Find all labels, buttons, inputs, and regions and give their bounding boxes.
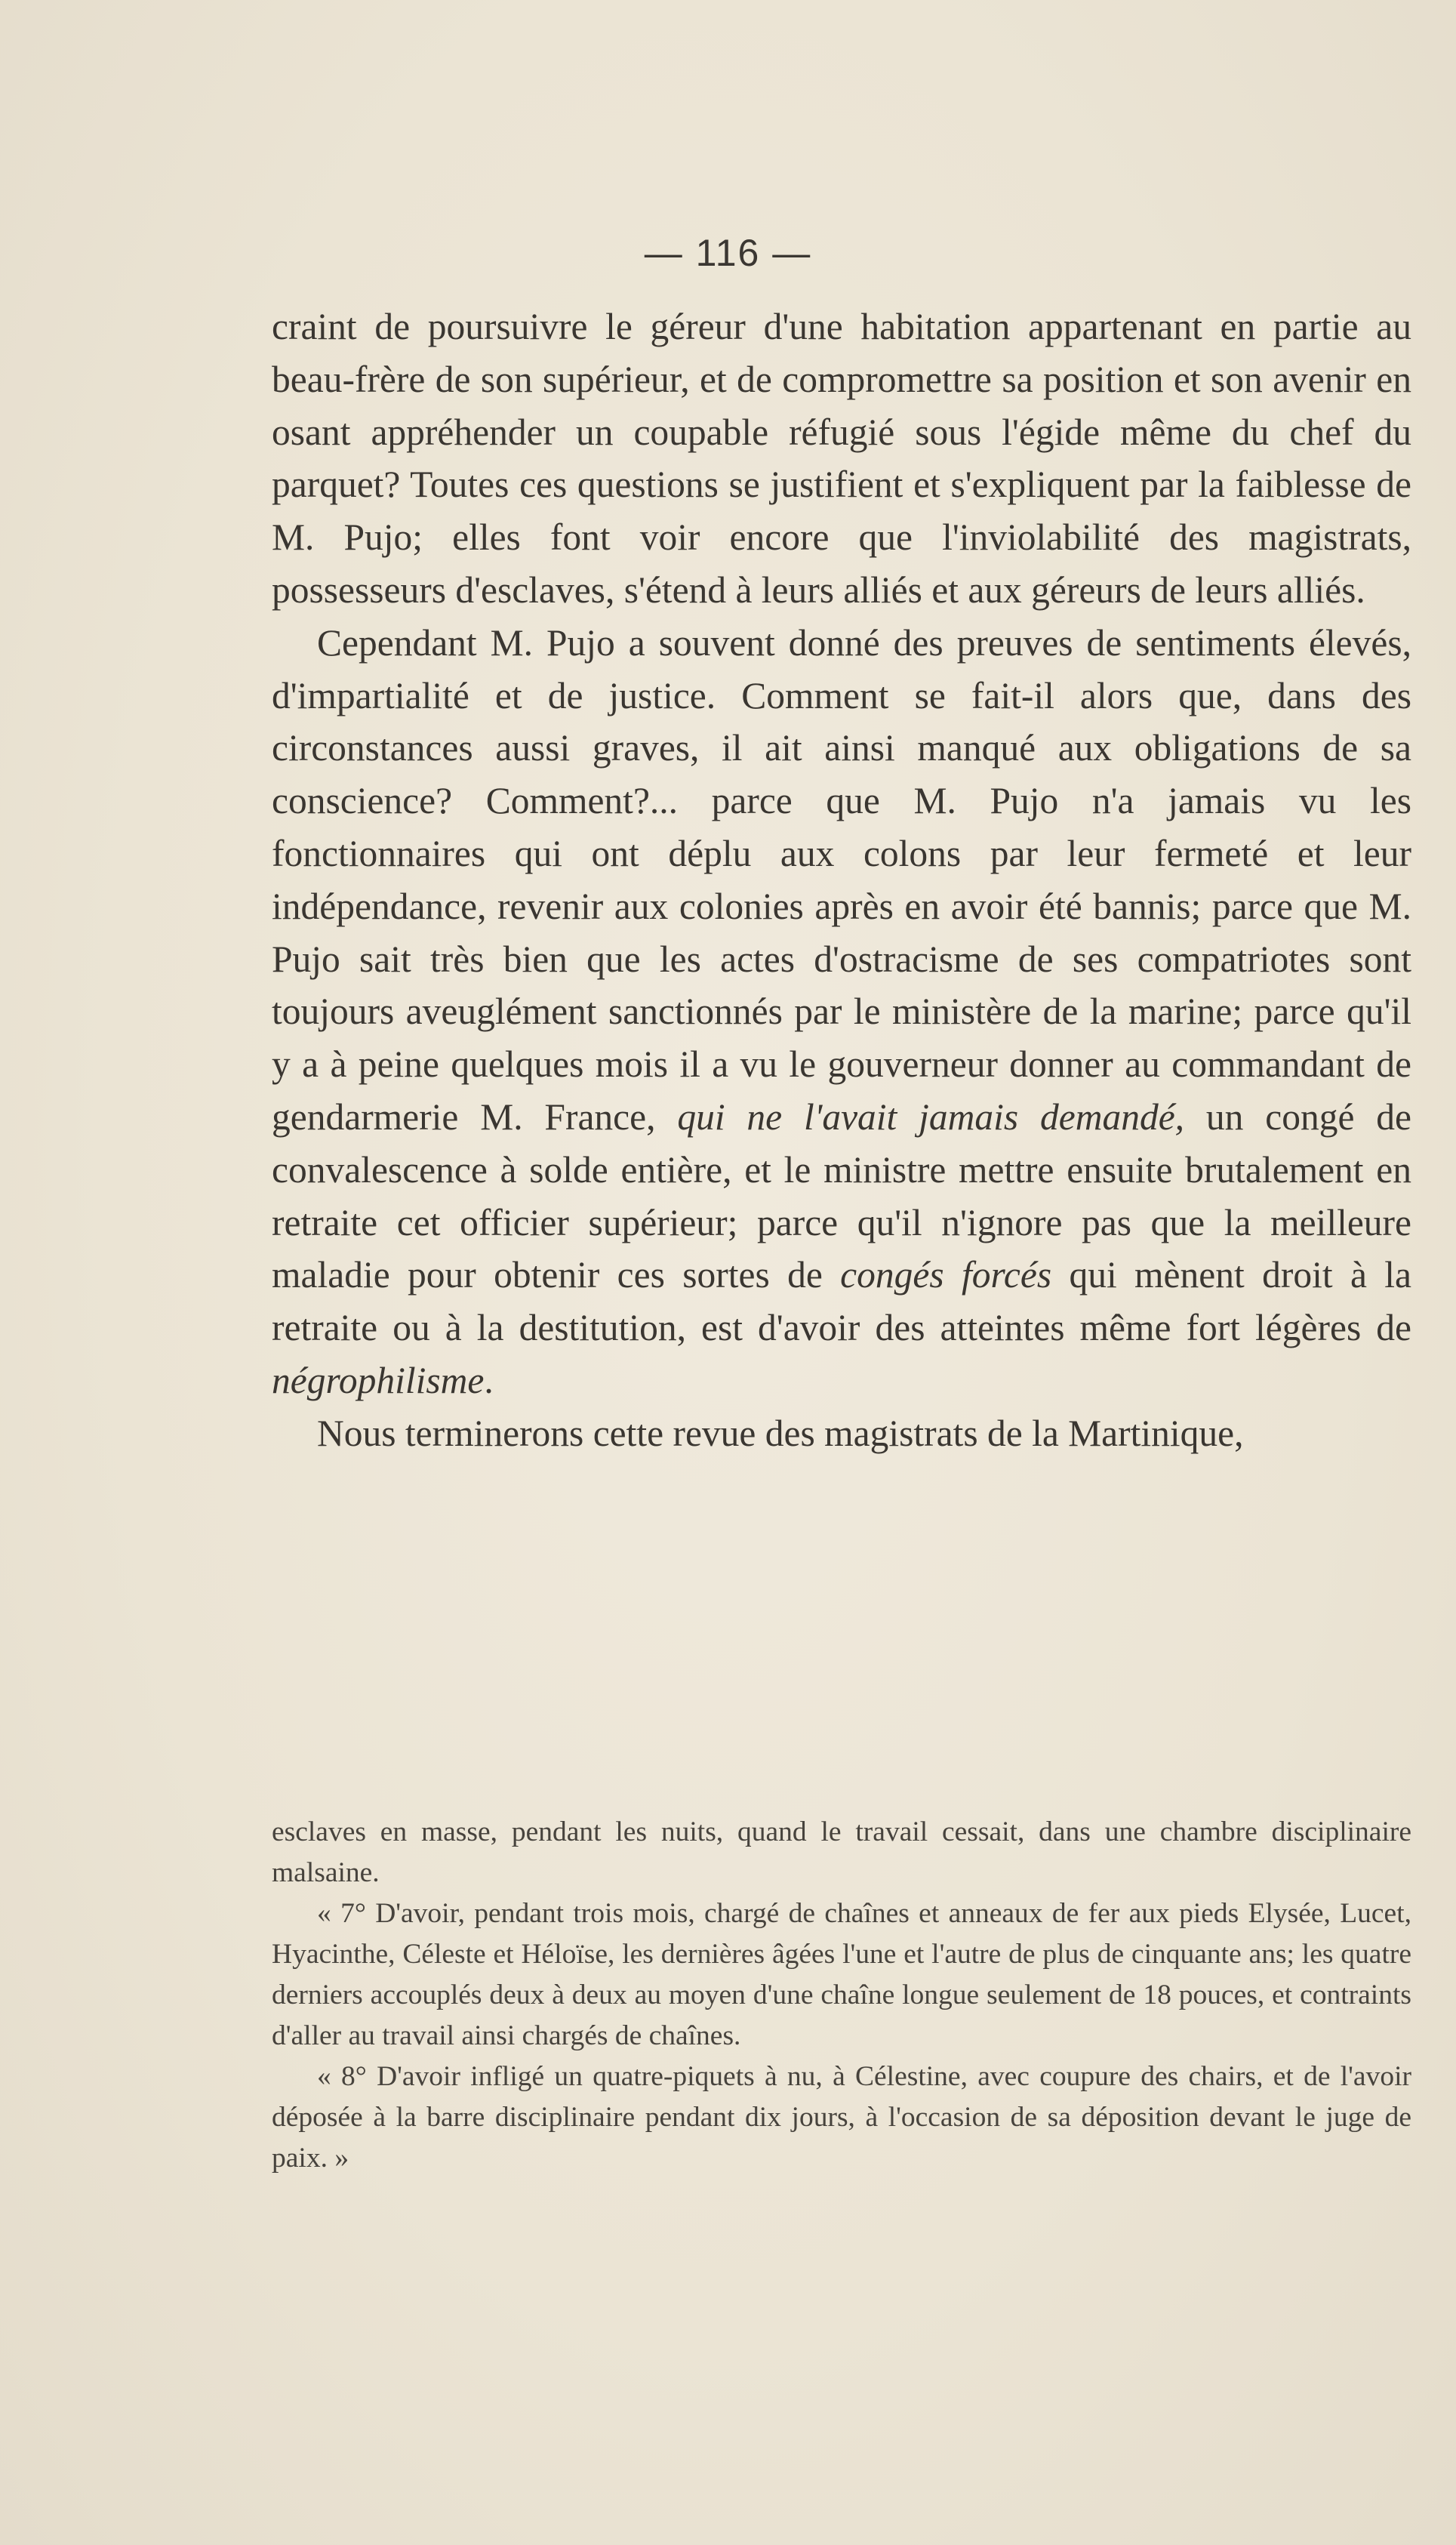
- paragraph-2-part-c: un congé de convalescence à solde entière, et le ministre mettre ensuite brutalement en retraite cet officier supérieur; parce qu'il n'ignore pas que la meilleure maladie pour obtenir ces sortes de: [272, 1095, 1411, 1296]
- paragraph-2-part-a: Cependant M. Pujo a souvent donné des preuves de sentiments élevés, d'impartialité et de justice. Comment se fait-il alors que, dans des circonstances aussi graves, il ait ainsi manqué aux obligations de sa conscience? Comment?... parce que M. Pujo n'a jamais vu les fonctionnaires qui ont déplu aux colons par leur fermeté et leur indépendance, revenir aux colonies après en avoir été bannis; parce que M. Pujo sait très bien que les actes d'ostracisme de ses compatriotes sont toujours aveuglément sanctionnés par le ministère de la marine; parce qu'il y a à peine quelques mois il a vu le gouverneur donner au commandant de gendarmerie M. France,: [272, 621, 1411, 1138]
- paragraph-3: Nous terminerons cette revue des magistrats de la Martinique,: [317, 1412, 1244, 1454]
- paragraph-2-part-e: qui mènent droit à la retraite ou à la destitution, est d'avoir des atteintes même fort légères de: [272, 1254, 1411, 1349]
- main-text: [272, 300, 1411, 1460]
- paragraph-2: [272, 617, 1411, 1407]
- italic-word-negrophilisme: négrophilisme: [272, 1359, 485, 1401]
- footnote-item-8: « 8° D'avoir infligé un quatre-piquets à nu, à Célestine, avec coupure des chairs, et de l'avoir déposée à la barre disciplinaire pendant dix jours, à l'occasion de sa déposition devant le juge de paix. »: [272, 2061, 1411, 2174]
- paragraph-2-part-g: .: [484, 1359, 494, 1401]
- page-number: — 116 —: [644, 232, 812, 274]
- footnote-continuation: esclaves en masse, pendant les nuits, quand le travail cessait, dans une chambre disciplinaire malsaine.: [272, 1816, 1411, 1888]
- italic-phrase-demande: qui ne l'avait jamais demandé,: [677, 1095, 1185, 1138]
- paragraph-1: craint de poursuivre le géreur d'une habitation appartenant en partie au beau-frère de son supérieur, et de compromettre sa position et son avenir en osant appréhender un coupable réfugié sous l'égide même du chef du parquet? Toutes ces questions se justifient et s'expliquent par la faiblesse de M. Pujo; elles font voir encore que l'inviolabilité des magistrats, possesseurs d'esclaves, s'étend à leurs alliés et aux géreurs de leurs alliés.: [272, 306, 1411, 611]
- footnote-item-7: « 7° D'avoir, pendant trois mois, chargé de chaînes et anneaux de fer aux pieds Elysée, Lucet, Hyacinthe, Céleste et Héloïse, les dernières âgées l'une et l'autre de plus de cinquante ans; les quatre derniers accouplés deux à deux au moyen d'une chaîne longue seulement de 18 pouces, et contraints d'aller au travail ainsi chargés de chaînes.: [272, 1898, 1411, 2051]
- footnote-block: [272, 1812, 1411, 2179]
- italic-phrase-conges-forces: congés forcés: [840, 1254, 1052, 1296]
